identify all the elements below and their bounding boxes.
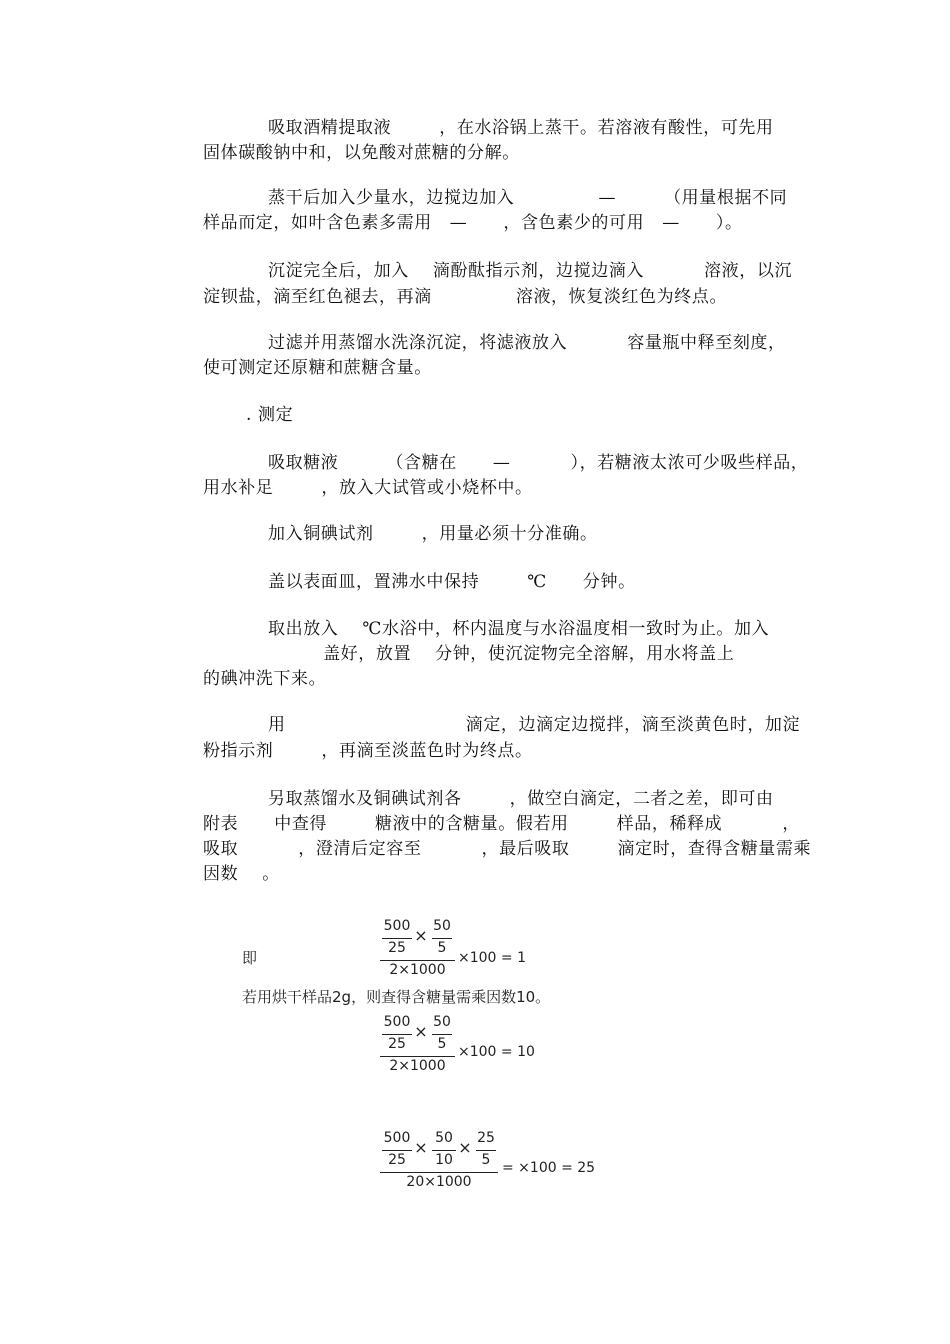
para4-line1: 过滤并用蒸馏水洗涤沉淀，将滤液放入 容量瓶中释至刻度， [268,333,786,353]
f2-mainbar [380,1056,455,1057]
f1-tail: ×100 = 1 [458,950,526,966]
para3-line1: 沉淀完全后，加入 滴酚酞指示剂，边搅边滴入 溶液，以沉 [268,261,793,281]
f2-bar1 [382,1034,412,1035]
para8-line1: 取出放入 ℃水浴中，杯内温度与水浴温度相一致时为止。加入 [268,619,770,639]
para1-line2: 固体碳酸钠中和，以免酸对蔗糖的分解。 [203,143,520,163]
f2-den2: 5 [437,1036,447,1052]
f1-denominator: 2×1000 [389,962,446,978]
para8-line3: 的碘冲洗下来。 [203,669,327,689]
f3-mainbar [380,1172,498,1173]
para9-line2: 粉指示剂 ，再滴至淡蓝色时为终点。 [203,741,533,761]
para4-line2: 使可测定还原糖和蔗糖含量。 [203,358,432,378]
f3-den1: 25 [388,1152,406,1168]
para8-line2: 盖好，放置 分钟，使沉淀物完全溶解，用水将盖上 [203,644,735,664]
f2-num2: 50 [433,1014,451,1030]
section-heading: . 测定 [246,405,294,425]
para6-line1: 加入铜碘试剂 ，用量必须十分准确。 [268,524,598,544]
f3-times1: × [414,1138,428,1157]
f3-bar3 [476,1150,496,1151]
f1-bar1 [382,938,412,939]
f2-denominator: 2×1000 [389,1058,446,1074]
para5-line1: 吸取糖液 （含糖在 — ），若糖液太浓可少吸些样品， [268,453,809,473]
para1-line1: 吸取酒精提取液 ，在水浴锅上蒸干。若溶液有酸性，可先用 [268,118,774,138]
f2-tail: ×100 = 10 [458,1044,535,1060]
f3-num3: 25 [477,1130,495,1146]
f3-den3: 5 [481,1152,491,1168]
para5-line2: 用水补足 ，放入大试管或小烧杯中。 [203,478,533,498]
para7-line1: 盖以表面皿，置沸水中保持 ℃ 分钟。 [268,572,636,592]
formula-prefix: 即 [242,949,258,967]
f2-den1: 25 [388,1036,406,1052]
f1-bar2 [432,938,452,939]
f2-times1: × [414,1022,428,1041]
f3-tail: = ×100 = 25 [502,1160,596,1176]
f3-bar1 [382,1150,412,1151]
para10-line2: 附表 中查得 糖液中的含糖量。假若用 样品，稀释成 ， [203,814,800,834]
f3-num1: 500 [383,1130,411,1146]
formula-note: 若用烘干样品2g，则查得含糖量需乘因数10。 [242,988,551,1006]
f3-times2: × [458,1138,472,1157]
f1-den1: 25 [388,940,406,956]
para10-line1: 另取蒸馏水及铜碘试剂各 ，做空白滴定，二者之差，即可由 [268,789,774,809]
f3-denominator: 20×1000 [406,1174,472,1190]
para2-line1: 蒸干后加入少量水，边搅边加入 — （用量根据不同 [268,188,788,208]
f2-num1: 500 [383,1014,411,1030]
para3-line2: 淀钡盐，滴至红色褪去，再滴 溶液，恢复淡红色为终点。 [203,287,728,307]
f3-den2: 10 [435,1152,453,1168]
f1-den2: 5 [437,940,447,956]
f1-num2: 50 [433,918,451,934]
para10-line3: 吸取 ，澄清后定容至 ，最后吸取 滴定时，查得含糖量需乘 [203,839,812,859]
para2-line2: 样品而定，如叶含色素多需用 — ，含色素少的可用 — ）。 [203,213,743,233]
f1-mainbar [380,960,455,961]
f3-bar2 [432,1150,456,1151]
f1-num1: 500 [383,918,411,934]
f2-bar2 [432,1034,452,1035]
para10-line4: 因数 。 [203,864,280,884]
f3-num2: 50 [435,1130,453,1146]
f1-times1: × [414,926,428,945]
para9-line1: 用 滴定，边滴定边搅拌，滴至淡黄色时，加淀 [268,715,801,735]
